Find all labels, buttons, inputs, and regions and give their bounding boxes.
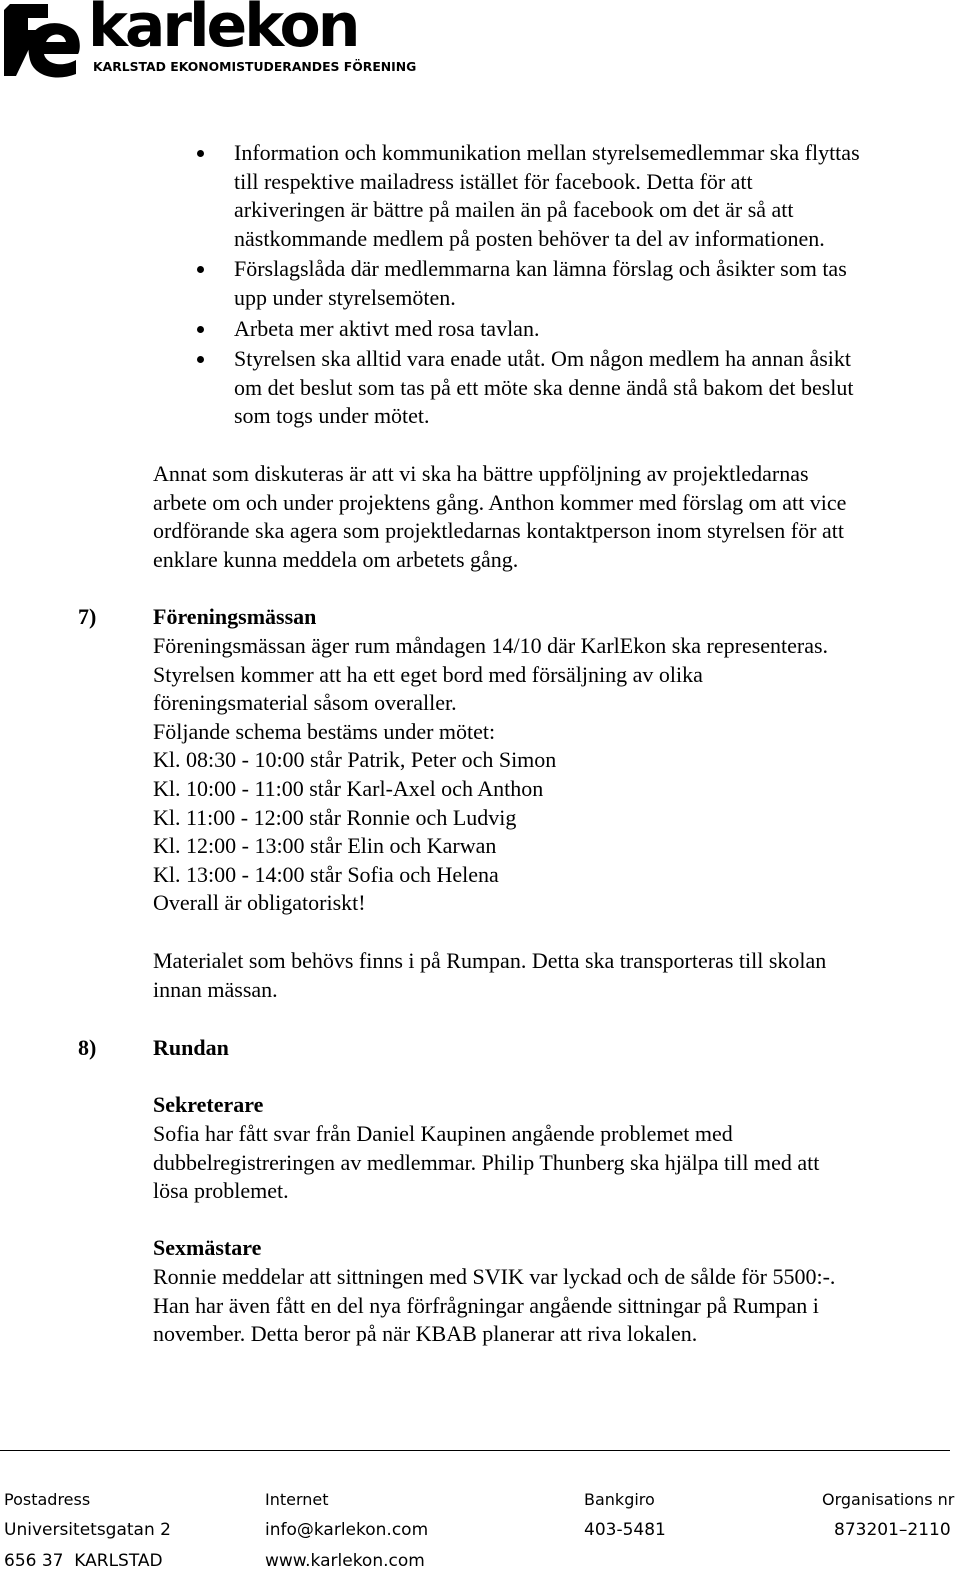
- bullet-line: nästkommande medlem på posten behöver ta del av informationen.: [234, 225, 825, 251]
- bullet-dot: [197, 356, 204, 363]
- bullet-line: arkiveringen är bättre på mailen än på facebook om det är så att: [234, 197, 794, 223]
- paragraph-line: Annat som diskuteras är att vi ska ha bättre uppföljning av projektledarnas: [153, 461, 809, 486]
- bullet-line: Styrelsen ska alltid vara enade utåt. Om någon medlem ha annan åsikt: [234, 346, 852, 372]
- section-7-number: 7): [78, 604, 97, 629]
- bullet-line: som togs under mötet.: [234, 403, 430, 429]
- paragraph-line: ordförande ska agera som projektledarnas kontaktperson inom styrelsen för att: [153, 518, 844, 544]
- sexmastare-paragraph: [153, 1263, 948, 1349]
- bullet-line: upp under styrelsemöten.: [234, 284, 456, 310]
- section-7-line: föreningsmaterial såsom overaller.: [153, 690, 457, 716]
- paragraph-line: lösa problemet.: [153, 1178, 289, 1204]
- postadress-label: Postadress: [4, 1490, 91, 1509]
- org-nr-label: Organisations nr: [822, 1490, 955, 1509]
- paragraph-line: dubbelregistreringen av medlemmar. Philip Thunberg ska hjälpa till med att: [153, 1149, 820, 1175]
- sexmastare-heading: Sexmästare: [153, 1235, 262, 1260]
- schedule-line: Kl. 08:30 - 10:00 står Patrik, Peter och Simon: [153, 747, 557, 773]
- logo-tagline: KARLSTAD EKONOMISTUDERANDES FÖRENING: [93, 59, 417, 74]
- decision-bullet-list: [234, 139, 950, 431]
- paragraph-line: innan mässan.: [153, 976, 278, 1002]
- section-7-line: Föreningsmässan äger rum måndagen 14/10 där KarlEkon ska representeras.: [153, 633, 829, 658]
- bullet-line: Information och kommunikation mellan styrelsemedlemmar ska flyttas: [234, 140, 860, 165]
- footer-internet: [265, 1484, 428, 1577]
- logo-wordmark: karlekon: [88, 0, 358, 61]
- schedule-line: Kl. 12:00 - 13:00 står Elin och Karwan: [153, 833, 497, 859]
- footer-bankgiro: [584, 1484, 666, 1546]
- schedule-line: Kl. 11:00 - 12:00 står Ronnie och Ludvig: [153, 804, 517, 830]
- paragraph-line: Sofia har fått svar från Daniel Kaupinen angående problemet med: [153, 1121, 733, 1146]
- postadress-city: 656 37 KARLSTAD: [4, 1551, 163, 1571]
- bullet-dot: [197, 150, 204, 157]
- sekreterare-paragraph: [153, 1120, 948, 1206]
- footer-postadress: [4, 1484, 171, 1577]
- section-8-number: 8): [78, 1035, 97, 1060]
- bullet-item: [234, 255, 950, 312]
- bankgiro-label: Bankgiro: [584, 1490, 655, 1509]
- paragraph-line: Ronnie meddelar att sittningen med SVIK var lyckad och de sålde för 5500:-.: [153, 1264, 836, 1289]
- paragraph-line: enklare kunna meddela om arbetets gång.: [153, 546, 519, 572]
- section-7-title: Föreningsmässan: [153, 604, 317, 629]
- bullet-item: [234, 139, 950, 253]
- bullet-dot: [197, 266, 204, 273]
- postadress-street: Universitetsgatan 2: [4, 1520, 171, 1540]
- internet-web-link[interactable]: www.karlekon.com: [265, 1551, 425, 1571]
- bankgiro-value: 403-5481: [584, 1520, 666, 1540]
- section-8-title: Rundan: [153, 1035, 229, 1060]
- paragraph-line: Han har även fått en del nya förfrågningar angående sittningar på Rumpan i: [153, 1292, 819, 1318]
- schedule-line: Kl. 13:00 - 14:00 står Sofia och Helena: [153, 861, 499, 887]
- section-7-line: Overall är obligatoriskt!: [153, 890, 366, 916]
- schedule-line: Kl. 10:00 - 11:00 står Karl-Axel och Anthon: [153, 775, 544, 801]
- section-7-line: Följande schema bestäms under mötet:: [153, 718, 496, 744]
- karlekon-logo-icon: [4, 0, 82, 80]
- footer-divider: [0, 1450, 950, 1451]
- bullet-line: Förslagslåda där medlemmarna kan lämna förslag och åsikter som tas: [234, 256, 847, 282]
- footer-org-nr: [822, 1484, 954, 1546]
- org-nr-value: 873201–2110: [834, 1520, 951, 1540]
- bullet-item: [234, 315, 950, 344]
- internet-email-link[interactable]: info@karlekon.com: [265, 1520, 429, 1540]
- section-7-body: [153, 632, 948, 918]
- bullet-line: till respektive mailadress istället för facebook. Detta för att: [234, 168, 753, 194]
- karlekon-logo: [4, 0, 417, 80]
- material-paragraph: [153, 947, 948, 1004]
- internet-label: Internet: [265, 1490, 329, 1509]
- followup-paragraph: [153, 460, 948, 574]
- paragraph-line: arbete om och under projektens gång. Anthon kommer med förslag om att vice: [153, 489, 847, 515]
- bullet-line: Arbeta mer aktivt med rosa tavlan.: [234, 315, 540, 341]
- bullet-item: [234, 345, 950, 431]
- paragraph-line: november. Detta beror på när KBAB planerar att riva lokalen.: [153, 1321, 698, 1347]
- sekreterare-heading: Sekreterare: [153, 1092, 264, 1117]
- paragraph-line: Materialet som behövs finns i på Rumpan. Detta ska transporteras till skolan: [153, 948, 827, 973]
- section-7-line: Styrelsen kommer att ha ett eget bord med försäljning av olika: [153, 661, 703, 687]
- bullet-dot: [197, 326, 204, 333]
- bullet-line: om det beslut som tas på ett möte ska denne ändå stå bakom det beslut: [234, 374, 854, 400]
